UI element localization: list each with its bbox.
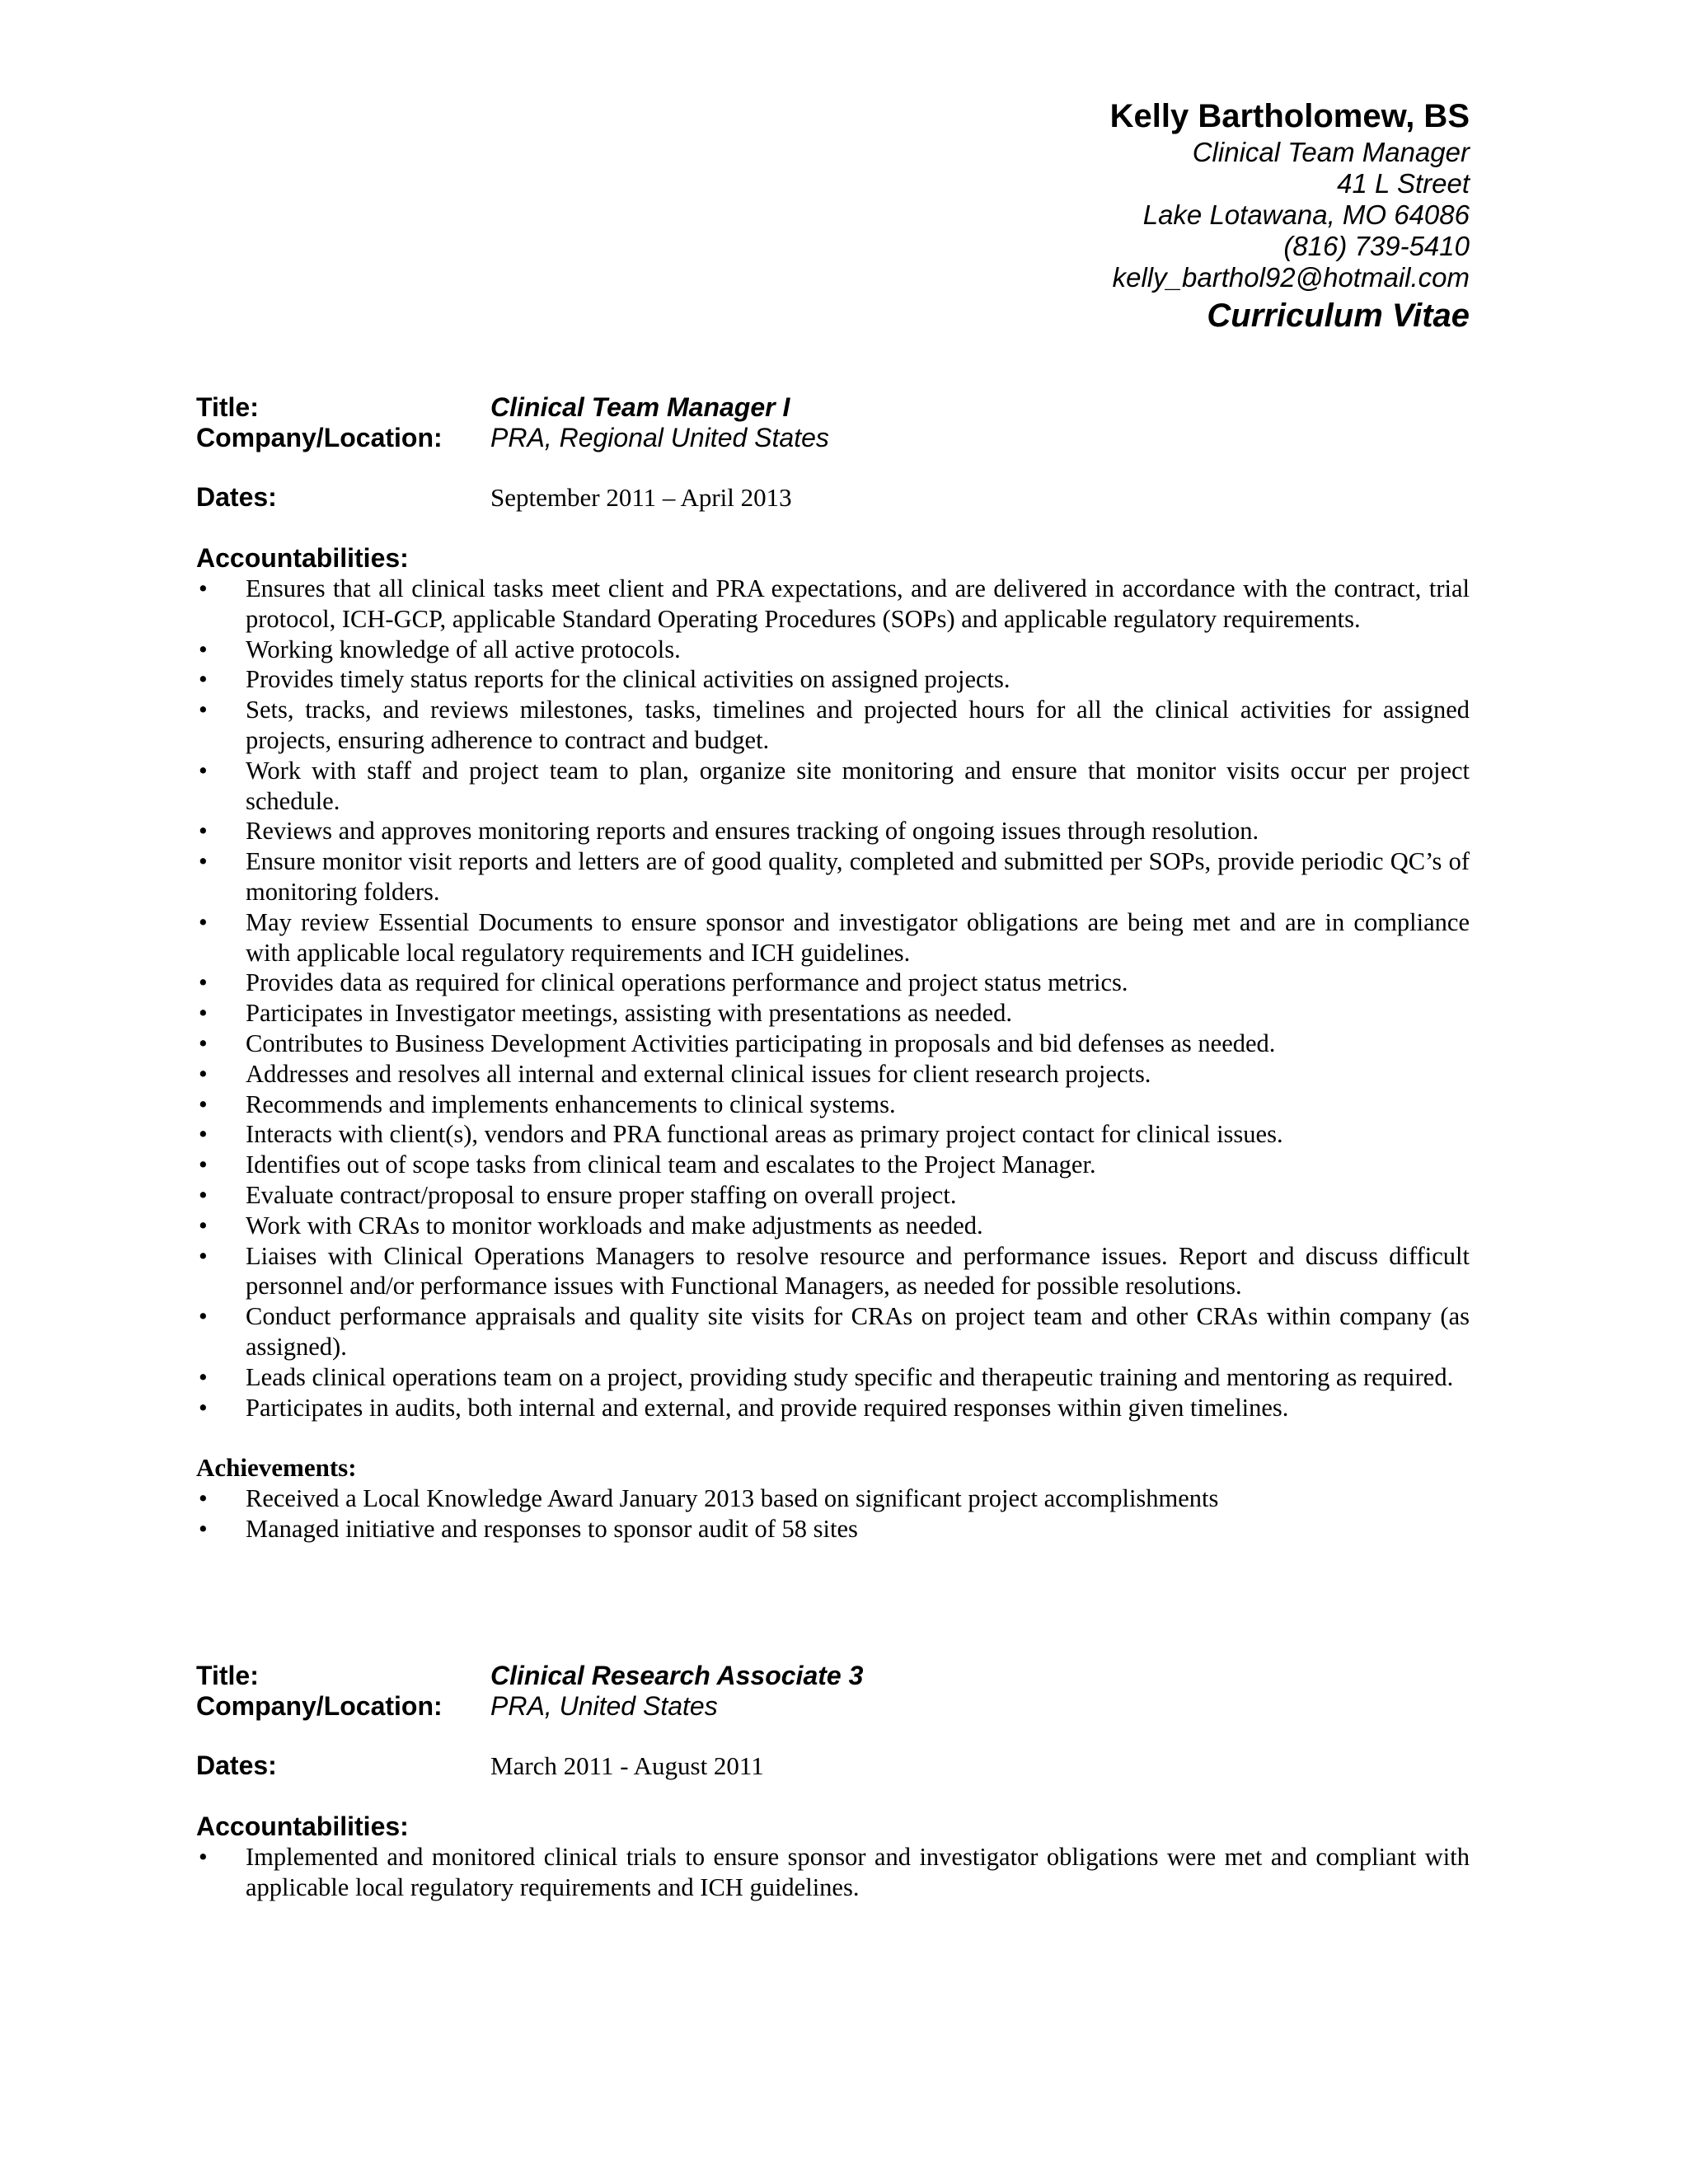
bullet-icon: • xyxy=(199,1241,208,1270)
bullet-icon: • xyxy=(199,968,208,997)
bullet-icon: • xyxy=(199,1484,208,1513)
list-item: • Participates in Investigator meetings, assisting with presentations as needed. xyxy=(199,999,1013,1028)
title-label: Title: xyxy=(196,392,259,422)
bullet-icon: • xyxy=(199,665,208,694)
list-item: • Received a Local Knowledge Award January 2013 based on significant project accomplishments xyxy=(199,1484,1219,1513)
dates-label: Dates: xyxy=(196,1750,277,1780)
bullet-icon: • xyxy=(199,756,208,785)
accountabilities-list xyxy=(196,574,1470,1422)
company-location: PRA, Regional United States xyxy=(490,423,829,452)
list-item: • Ensure monitor visit reports and letters are of good quality, completed and submitted per SOPs, provide periodic QC’s of monitoring folders. xyxy=(199,847,1470,906)
contact-header xyxy=(1110,96,1470,336)
job-entry-2 xyxy=(196,1661,1470,1903)
bullet-icon: • xyxy=(199,847,208,876)
accountabilities-heading: Accountabilities: xyxy=(196,1811,409,1841)
bullet-icon: • xyxy=(199,1302,208,1331)
list-item: • Identifies out of scope tasks from clinical team and escalates to the Project Manager. xyxy=(199,1151,1096,1179)
job-title: Clinical Research Associate 3 xyxy=(490,1661,864,1690)
list-item: • Managed initiative and responses to sponsor audit of 58 sites xyxy=(199,1515,858,1544)
list-item: • Provides timely status reports for the clinical activities on assigned projects. xyxy=(199,665,1010,694)
accountabilities-heading: Accountabilities: xyxy=(196,543,409,573)
list-item: • Addresses and resolves all internal and external clinical issues for client research projects. xyxy=(199,1059,1151,1088)
list-item: • Recommends and implements enhancements to clinical systems. xyxy=(199,1090,896,1118)
list-item: • Leads clinical operations team on a project, providing study specific and therapeutic training and mentoring as required. xyxy=(199,1362,1454,1391)
job-dates: September 2011 – April 2013 xyxy=(490,483,792,512)
list-item: • Sets, tracks, and reviews milestones, tasks, timelines and projected hours for all the clinical activities for assigned projects, ensuring adherence to contract and budget. xyxy=(199,696,1470,754)
job-title: Clinical Team Manager I xyxy=(490,392,790,422)
city-state-zip: Lake Lotawana, MO 64086 xyxy=(1142,199,1470,230)
bullet-icon: • xyxy=(199,817,208,846)
list-item: • Work with CRAs to monitor workloads and make adjustments as needed. xyxy=(199,1211,983,1240)
bullet-icon: • xyxy=(199,1211,208,1240)
list-item: • Working knowledge of all active protocols. xyxy=(199,635,681,663)
candidate-name: Kelly Bartholomew, BS xyxy=(1109,98,1470,134)
list-item: • Contributes to Business Development Activities participating in proposals and bid defenses as needed. xyxy=(199,1029,1276,1057)
bullet-icon: • xyxy=(199,999,208,1028)
bullet-icon: • xyxy=(199,1515,208,1544)
list-item: • Provides data as required for clinical operations performance and project status metrics. xyxy=(199,968,1128,997)
bullet-icon: • xyxy=(199,574,208,602)
phone-number: (816) 739-5410 xyxy=(1283,231,1470,261)
company-row xyxy=(196,423,1470,453)
job-dates: March 2011 - August 2011 xyxy=(490,1751,764,1780)
bullet-icon: • xyxy=(199,696,208,724)
bullet-icon: • xyxy=(199,1180,208,1209)
list-item: • Participates in audits, both internal and external, and provide required responses within given timelines. xyxy=(199,1393,1289,1422)
list-item: • Implemented and monitored clinical trials to ensure sponsor and investigator obligations were met and compliant with applicable local regulatory requirements and ICH guidelines. xyxy=(199,1843,1470,1901)
title-label: Title: xyxy=(196,1661,259,1690)
company-location: PRA, United States xyxy=(490,1691,718,1721)
dates-row xyxy=(196,482,1470,513)
bullet-icon: • xyxy=(199,1151,208,1179)
job-title-row xyxy=(196,1661,1470,1691)
bullet-icon: • xyxy=(199,1843,208,1871)
dates-label: Dates: xyxy=(196,482,277,512)
list-item: • Conduct performance appraisals and quality site visits for CRAs on project team and other CRAs within company (as assigned). xyxy=(199,1302,1470,1361)
bullet-icon: • xyxy=(199,635,208,663)
document-title: Curriculum Vitae xyxy=(1207,298,1470,334)
bullet-icon: • xyxy=(199,1362,208,1391)
list-item: • Interacts with client(s), vendors and PRA functional areas as primary project contact for clinical issues. xyxy=(199,1120,1283,1149)
company-label: Company/Location: xyxy=(196,423,443,452)
bullet-icon: • xyxy=(199,1029,208,1057)
list-item: • May review Essential Documents to ensure sponsor and investigator obligations are being met and are in compliance with applicable local regulatory requirements and ICH guidelines. xyxy=(199,907,1470,967)
job-title-row xyxy=(196,392,1470,423)
list-item: • Ensures that all clinical tasks meet client and PRA expectations, and are delivered in accordance with the contract, trial protocol, ICH-GCP, applicable Standard Operating Procedures (SOPs) and applicable regulatory requirements. xyxy=(199,574,1470,633)
bullet-icon: • xyxy=(199,1393,208,1422)
list-item: • Reviews and approves monitoring reports and ensures tracking of ongoing issues through resolution. xyxy=(199,817,1259,846)
bullet-icon: • xyxy=(199,1059,208,1088)
accountabilities-list xyxy=(196,1842,1470,1903)
job-entry-1 xyxy=(196,392,1470,1544)
dates-row xyxy=(196,1750,1470,1781)
email-address: kelly_barthol92@hotmail.com xyxy=(1112,262,1470,293)
candidate-position: Clinical Team Manager xyxy=(1192,137,1470,167)
bullet-icon: • xyxy=(199,1090,208,1118)
company-label: Company/Location: xyxy=(196,1691,443,1721)
achievements-heading: Achievements: xyxy=(196,1453,357,1483)
bullet-icon: • xyxy=(199,1120,208,1149)
achievements-list xyxy=(196,1483,1470,1544)
bullet-icon: • xyxy=(199,907,208,936)
list-item: • Evaluate contract/proposal to ensure proper staffing on overall project. xyxy=(199,1180,957,1209)
company-row xyxy=(196,1691,1470,1722)
list-item: • Liaises with Clinical Operations Managers to resolve resource and performance issues. Report and discuss difficult personnel and/or performance issues with Functional Managers, as needed for possible resolutions. xyxy=(199,1241,1470,1301)
street-address: 41 L Street xyxy=(1337,168,1470,199)
list-item: • Work with staff and project team to plan, organize site monitoring and ensure that monitor visits occur per project schedule. xyxy=(199,756,1470,815)
